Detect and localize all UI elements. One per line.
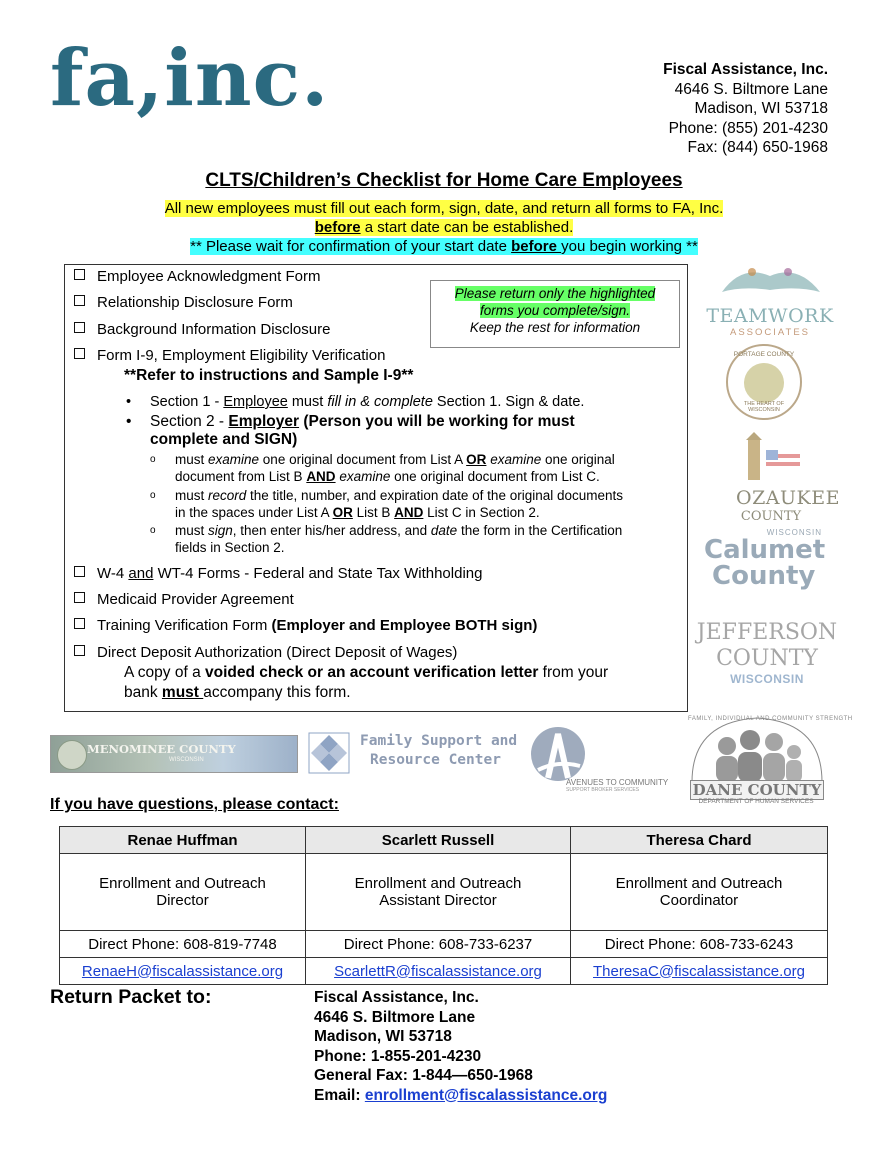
- contacts-table: [59, 826, 828, 985]
- notice-before-2: before: [511, 238, 562, 255]
- return-packet-label: Return Packet to:: [50, 986, 212, 1008]
- notice-line-2: [0, 219, 888, 236]
- sub-bullet-record: o must record the title, number, and expiration date of the original documents in the spaces under List A OR List B AND List C in Section 2.: [150, 488, 624, 520]
- return-line: Madison, WI 53718: [314, 1028, 452, 1045]
- bullet-section-2: • Section 2 - Employer (Person you will be working for must complete and SIGN): [126, 413, 575, 448]
- contact-name: Theresa Chard: [571, 827, 828, 854]
- checkbox-icon[interactable]: [74, 295, 85, 306]
- i9-refer-note: **Refer to instructions and Sample I-9**: [124, 367, 414, 384]
- item-label: Form I-9, Employment Eligibility Verification: [97, 347, 386, 364]
- company-name: Fiscal Assistance, Inc.: [663, 61, 828, 78]
- portage-county-seal: PORTAGE COUNTY THE HEART OF WISCONSIN: [726, 344, 802, 420]
- item-label: Medicaid Provider Agreement: [97, 591, 294, 608]
- table-row: [60, 854, 828, 931]
- checklist-item-direct-deposit[interactable]: [74, 644, 457, 661]
- return-line: General Fax: 1-844—650-1968: [314, 1067, 533, 1084]
- contact-email-link[interactable]: TheresaC@fiscalassistance.org: [593, 962, 805, 980]
- notice-before: before: [314, 219, 361, 236]
- table-row: [60, 958, 828, 985]
- item-label: Background Information Disclosure: [97, 321, 331, 338]
- company-street: 4646 S. Biltmore Lane: [674, 80, 828, 98]
- notice-text-3b: you begin working **: [561, 238, 698, 255]
- family-silhouette-icon: [682, 712, 832, 782]
- contact-name: Scarlett Russell: [306, 827, 571, 854]
- return-line: Phone: 1-855-201-4230: [314, 1047, 482, 1065]
- company-address: [663, 60, 828, 158]
- table-row: [60, 931, 828, 958]
- fa-inc-logo: fa,inc.: [50, 33, 330, 124]
- checklist-item-medicaid[interactable]: [74, 591, 294, 608]
- contact-email-link[interactable]: RenaeH@fiscalassistance.org: [81, 962, 284, 980]
- checklist-item-acknowledgment[interactable]: [74, 268, 320, 285]
- notice-line-3: [0, 238, 888, 255]
- return-email-label: Email:: [314, 1086, 365, 1104]
- page-title: CLTS/Children’s Checklist for Home Care Employees: [205, 170, 683, 191]
- calumet-county-logo: WISCONSIN Calumet County: [704, 528, 826, 591]
- checkbox-icon[interactable]: [74, 269, 85, 280]
- return-address: [314, 988, 607, 1105]
- checkbox-icon[interactable]: [74, 322, 85, 333]
- contact-heading: If you have questions, please contact:: [50, 796, 339, 813]
- table-row: [60, 827, 828, 854]
- checklist-item-training[interactable]: Training Verification Form (Employer and Employee BOTH sign): [74, 617, 537, 634]
- note-line-3: Keep the rest for information: [469, 320, 641, 335]
- direct-deposit-note: A copy of a voided check or an account verification letter from your bank must accompany this form.: [124, 664, 609, 701]
- contact-phone: Direct Phone: 608-733-6243: [571, 931, 828, 958]
- road-a-icon: [526, 726, 590, 782]
- company-fax: Fax: (844) 650-1968: [687, 139, 828, 156]
- contact-name: Renae Huffman: [60, 827, 306, 854]
- return-line: Fiscal Assistance, Inc.: [314, 989, 479, 1006]
- item-label: Relationship Disclosure Form: [97, 294, 293, 311]
- notice-text-1: All new employees must fill out each form, sign, date, and return all forms to FA, Inc.: [164, 200, 724, 217]
- contact-role: Enrollment and Outreach Assistant Director: [306, 854, 571, 931]
- notice-line-1: [0, 200, 888, 217]
- checklist-item-relationship[interactable]: [74, 294, 293, 311]
- contact-role: Enrollment and Outreach Coordinator: [571, 854, 828, 931]
- checkbox-icon[interactable]: [74, 618, 85, 629]
- note-line-2: forms you complete/sign.: [479, 303, 631, 318]
- notice-text-3a: ** Please wait for confirmation of your start date: [190, 238, 512, 255]
- fsrc-logo: Family Support and Resource Center: [308, 730, 518, 774]
- quilt-icon: [308, 732, 350, 774]
- bullet-section-1: • Section 1 - Employee must fill in & complete Section 1. Sign & date.: [126, 394, 585, 410]
- lighthouse-flag-icon: [736, 432, 816, 484]
- return-line: 4646 S. Biltmore Lane: [314, 1008, 476, 1026]
- sub-bullet-sign: o must sign, then enter his/her address, and date the form in the Certification fields in Section 2.: [150, 523, 623, 555]
- checkbox-icon[interactable]: [74, 645, 85, 656]
- teamwork-logo: TEAMWORK ASSOCIATES: [702, 262, 838, 334]
- checklist-item-background[interactable]: [74, 321, 330, 338]
- jefferson-county-logo: JEFFERSON COUNTY WISCONSIN: [696, 620, 838, 686]
- return-email-link[interactable]: enrollment@fiscalassistance.org: [364, 1086, 608, 1104]
- company-city: Madison, WI 53718: [694, 100, 828, 117]
- menominee-county-logo: MENOMINEE COUNTY WISCONSIN: [50, 735, 298, 773]
- item-label: Employee Acknowledgment Form: [97, 268, 321, 285]
- notice-text-2: a start date can be established.: [360, 219, 574, 236]
- leaf-icon: [702, 262, 838, 306]
- checkbox-icon[interactable]: [74, 348, 85, 359]
- ozaukee-county-logo: OZAUKEE COUNTY: [736, 432, 816, 526]
- dane-county-logo: FAMILY, INDIVIDUAL AND COMMUNITY STRENGTH DANE COUNTY DEPARTMENT OF HUMAN SERVICES: [682, 712, 832, 808]
- contact-phone: Direct Phone: 608-733-6237: [306, 931, 571, 958]
- sub-bullet-examine: o must examine one original document from List A OR examine one original document from List B AND examine one original document from List C.: [150, 452, 615, 484]
- contact-email-link[interactable]: ScarlettR@fiscalassistance.org: [334, 962, 542, 980]
- highlight-note-box: [430, 280, 680, 348]
- note-line-1: Please return only the highlighted: [454, 286, 656, 301]
- checkbox-icon[interactable]: [74, 592, 85, 603]
- contact-phone: Direct Phone: 608-819-7748: [60, 931, 306, 958]
- company-phone: Phone: (855) 201-4230: [668, 119, 828, 137]
- contact-role: Enrollment and Outreach Director: [60, 854, 306, 931]
- checklist-item-i9[interactable]: [74, 347, 385, 364]
- avenues-to-community-logo: AVENUES TO COMMUNITY SUPPORT BROKER SERVICES: [524, 726, 668, 796]
- checkbox-icon[interactable]: [74, 566, 85, 577]
- item-label: Direct Deposit Authorization (Direct Deposit of Wages): [97, 644, 458, 661]
- checklist-item-w4[interactable]: W-4 and WT-4 Forms - Federal and State Tax Withholding: [74, 565, 482, 582]
